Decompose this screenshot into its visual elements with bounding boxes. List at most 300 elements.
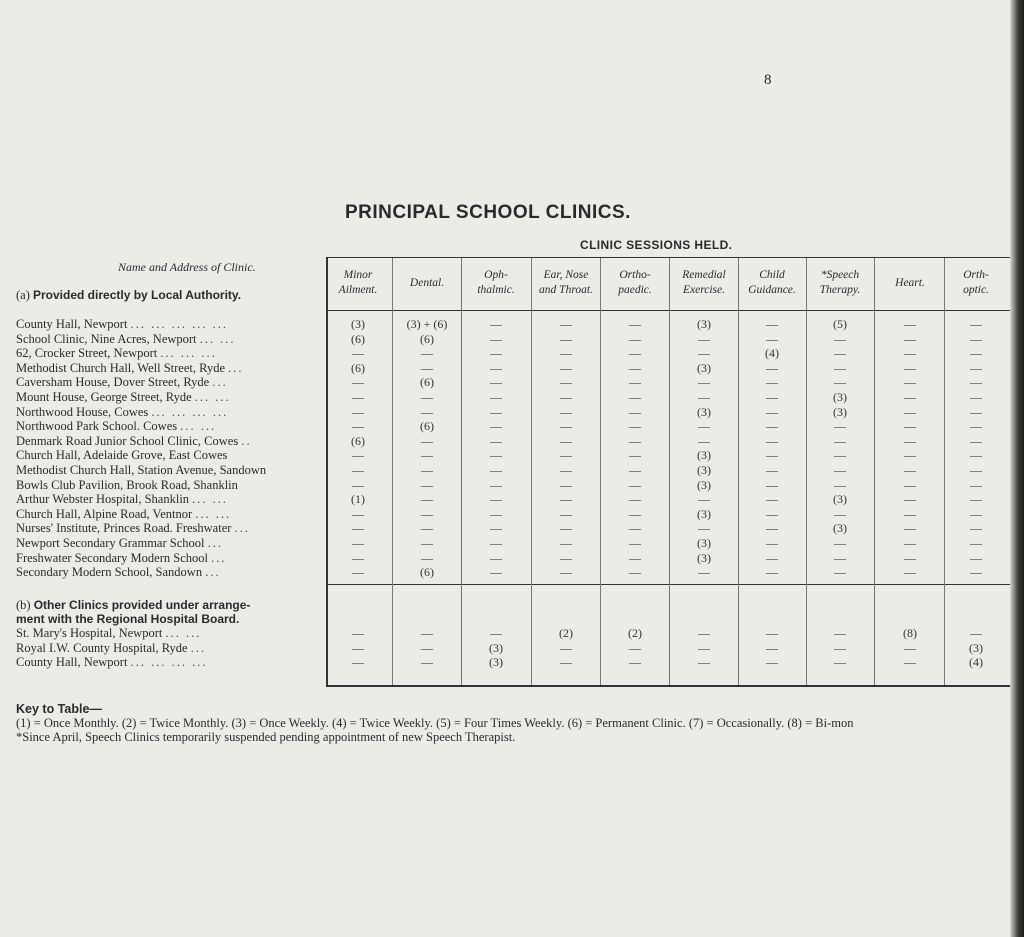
table-cell: — xyxy=(560,477,572,492)
table-cell: — xyxy=(560,404,572,419)
table-cell: — xyxy=(970,331,982,346)
table-bottom-rule xyxy=(326,685,1010,687)
table-cell: — xyxy=(352,640,364,655)
clinic-name-text: Nurses' Institute, Princes Road. Freshwater xyxy=(16,521,232,536)
table-cell: (3) xyxy=(969,640,983,655)
table-cell: — xyxy=(629,448,641,463)
table-cell: (6) xyxy=(351,360,365,375)
table-cell: — xyxy=(766,477,778,492)
table-cell: (6) xyxy=(351,433,365,448)
clinic-name-text: Church Hall, Adelaide Grove, East Cowes xyxy=(16,448,228,463)
clinic-row-name xyxy=(16,507,231,521)
table-cell: — xyxy=(970,506,982,521)
table-cell: — xyxy=(421,433,433,448)
table-cell: — xyxy=(834,433,846,448)
clinic-name-text: Mount House, George Street, Ryde xyxy=(16,390,192,404)
table-cell: — xyxy=(560,331,572,346)
table-cell: (8) xyxy=(903,626,917,640)
table-cell: — xyxy=(560,640,572,655)
table-cell: — xyxy=(698,565,710,580)
table-cell: — xyxy=(834,655,846,670)
table-cell: (3) xyxy=(697,506,711,521)
table-cell: — xyxy=(629,565,641,580)
table-cell: — xyxy=(904,536,916,550)
table-cell: — xyxy=(904,477,916,492)
table-cell: — xyxy=(904,565,916,580)
table-cell: — xyxy=(834,419,846,434)
column-header-line1: Heart. xyxy=(895,277,925,289)
leader-dots: ... ... ... xyxy=(160,346,217,361)
clinic-row-name xyxy=(16,626,201,640)
table-cell: (6) xyxy=(420,331,434,346)
clinic-row-name xyxy=(16,448,227,462)
page-number: 8 xyxy=(764,72,772,88)
column-header-line1: Ortho- xyxy=(619,269,651,281)
table-cell: — xyxy=(560,390,572,404)
table-cell: — xyxy=(766,463,778,477)
clinic-name-text: Newport Secondary Grammar School xyxy=(16,536,205,550)
table-cell: (3) xyxy=(697,404,711,419)
section-a-title: Provided directly by Local Authority. xyxy=(33,288,242,302)
table-cell: — xyxy=(834,346,846,361)
clinic-row-name xyxy=(16,655,207,669)
clinic-row-name xyxy=(16,390,231,404)
column-header-line1: Child xyxy=(759,269,785,281)
clinic-row-name xyxy=(16,478,238,492)
column-header xyxy=(532,268,600,298)
table-cell: — xyxy=(560,521,572,536)
table-cell: — xyxy=(970,626,982,640)
table-cell: — xyxy=(352,565,364,580)
table-cell: (3) xyxy=(697,477,711,492)
table-cell: — xyxy=(904,346,916,361)
table-cell: — xyxy=(904,521,916,536)
table-cell: — xyxy=(560,419,572,434)
table-cell: — xyxy=(560,506,572,521)
key-line-1: (1) = Once Monthly. (2) = Twice Monthly. (3) = Once Weekly. (4) = Twice Weekly. (5) = Four Times Weekly. (6) = Permanent Clinic. (7) = Occasionally. (8) = Bi-mon xyxy=(16,716,854,730)
table-cell: — xyxy=(352,404,364,419)
table-cell: — xyxy=(560,492,572,507)
table-cell: — xyxy=(421,463,433,477)
column-header xyxy=(393,276,461,291)
table-cell: — xyxy=(904,433,916,448)
column-header-line2: Exercise. xyxy=(682,284,726,296)
table-cell: — xyxy=(490,331,502,346)
clinic-row-name xyxy=(16,361,244,375)
column-header xyxy=(462,268,530,298)
leader-dots: ... ... xyxy=(192,492,229,507)
table-cell: — xyxy=(352,448,364,463)
table-cell: (3) xyxy=(351,317,365,331)
leader-dots: ... xyxy=(190,640,207,655)
table-cell: — xyxy=(970,550,982,565)
table-cell: — xyxy=(698,433,710,448)
clinic-row-name xyxy=(16,346,217,360)
table-cell: — xyxy=(970,492,982,507)
section-b-title-line2: ment with the Regional Hospital Board. xyxy=(16,612,240,626)
table-cell: — xyxy=(560,317,572,331)
table-cell: — xyxy=(560,463,572,477)
table-cell: — xyxy=(698,521,710,536)
table-cell: — xyxy=(970,565,982,580)
table-cell: (3) xyxy=(697,360,711,375)
column-header-line1: Remedial xyxy=(682,269,726,281)
table-cell: — xyxy=(629,655,641,670)
table-cell: — xyxy=(970,521,982,536)
table-cell: — xyxy=(766,536,778,550)
leader-dots: ... xyxy=(228,360,244,375)
table-cell: (2) xyxy=(559,626,573,640)
table-cell: — xyxy=(629,521,641,536)
leader-dots: ... ... xyxy=(165,626,202,640)
table-cell: — xyxy=(766,375,778,390)
table-cell: — xyxy=(698,655,710,670)
table-cell: (3) xyxy=(489,640,503,655)
table-cell: — xyxy=(698,390,710,404)
table-cell: — xyxy=(698,492,710,507)
table-cell: — xyxy=(490,390,502,404)
column-divider xyxy=(806,258,807,685)
table-cell: — xyxy=(490,536,502,550)
table-cell: — xyxy=(490,626,502,640)
column-header-line2: optic. xyxy=(963,284,989,296)
table-cell: — xyxy=(629,375,641,390)
table-cell: — xyxy=(421,492,433,507)
clinic-name-text: County Hall, Newport xyxy=(16,655,128,670)
table-cell: — xyxy=(560,360,572,375)
table-cell: — xyxy=(490,521,502,536)
table-left-rule xyxy=(326,257,328,687)
table-cell: — xyxy=(904,463,916,477)
table-cell: — xyxy=(834,626,846,640)
table-cell: — xyxy=(629,331,641,346)
table-cell: — xyxy=(421,655,433,670)
leader-dots: ... xyxy=(205,565,221,580)
table-cell: (6) xyxy=(351,331,365,346)
column-divider xyxy=(669,258,670,685)
column-header-line2: and Throat. xyxy=(539,284,593,296)
name-column-heading: Name and Address of Clinic. xyxy=(118,260,256,274)
clinic-name-text: Church Hall, Alpine Road, Ventnor xyxy=(16,506,193,521)
table-cell: (4) xyxy=(765,346,779,361)
table-cell: — xyxy=(629,317,641,331)
table-cell: — xyxy=(421,390,433,404)
table-header-rule xyxy=(326,310,1010,311)
table-cell: — xyxy=(904,655,916,670)
clinic-row-name xyxy=(16,565,221,579)
column-header-line1: *Speech xyxy=(820,269,860,281)
table-cell: — xyxy=(421,404,433,419)
table-cell: (3) + (6) xyxy=(406,317,448,331)
table-cell: — xyxy=(352,506,364,521)
key-heading: Key to Table— xyxy=(16,702,102,716)
leader-dots: ... xyxy=(211,550,227,565)
table-cell: (6) xyxy=(420,419,434,434)
column-header-line2: Ailment. xyxy=(338,284,378,296)
table-cell: — xyxy=(698,331,710,346)
table-cell: — xyxy=(766,655,778,670)
column-header-line2: Guidance. xyxy=(748,284,796,296)
table-cell: — xyxy=(629,506,641,521)
table-cell: — xyxy=(904,506,916,521)
column-header-line1: Orth- xyxy=(963,269,989,281)
table-cell: — xyxy=(834,565,846,580)
clinic-row-name xyxy=(16,551,226,565)
table-cell: — xyxy=(560,375,572,390)
table-cell: — xyxy=(560,346,572,361)
table-cell: — xyxy=(904,640,916,655)
clinic-name-text: 62, Crocker Street, Newport xyxy=(16,346,158,361)
table-cell: — xyxy=(970,317,982,331)
table-cell: — xyxy=(421,448,433,463)
section-a-label: (a) xyxy=(16,288,30,302)
table-cell: — xyxy=(352,375,364,390)
table-cell: — xyxy=(766,360,778,375)
leader-dots: ... ... xyxy=(180,419,217,434)
table-cell: — xyxy=(698,626,710,640)
table-cell: — xyxy=(834,477,846,492)
table-cell: — xyxy=(970,360,982,375)
table-cell: (3) xyxy=(833,390,847,404)
table-cell: — xyxy=(629,640,641,655)
table-cell: — xyxy=(560,448,572,463)
table-cell: — xyxy=(766,419,778,434)
column-header-line1: Ear, Nose xyxy=(543,269,589,281)
leader-dots: ... xyxy=(207,536,223,550)
clinic-name-text: School Clinic, Nine Acres, Newport xyxy=(16,331,197,346)
column-header-line2: paedic. xyxy=(618,284,652,296)
page-title: PRINCIPAL SCHOOL CLINICS. xyxy=(345,202,631,223)
table-cell: (6) xyxy=(420,375,434,390)
table-cell: — xyxy=(490,317,502,331)
table-cell: — xyxy=(490,419,502,434)
table-cell: (3) xyxy=(697,317,711,331)
table-cell: — xyxy=(352,521,364,536)
section-b-title-line1: Other Clinics provided under arrange- xyxy=(33,598,251,612)
table-cell: — xyxy=(560,565,572,580)
table-cell: — xyxy=(629,419,641,434)
table-cell: — xyxy=(766,390,778,404)
table-cell: — xyxy=(490,448,502,463)
table-cell: — xyxy=(421,506,433,521)
clinic-row-name xyxy=(16,434,252,448)
table-cell: — xyxy=(834,448,846,463)
leader-dots: ... ... xyxy=(195,506,232,521)
table-cell: — xyxy=(766,565,778,580)
column-header-line2: Therapy. xyxy=(819,284,861,296)
table-cell: — xyxy=(352,550,364,565)
table-cell: (6) xyxy=(420,565,434,580)
table-cell: — xyxy=(490,477,502,492)
clinic-name-text: Methodist Church Hall, Well Street, Ryde xyxy=(16,360,225,375)
table-cell: — xyxy=(970,404,982,419)
table-cell: — xyxy=(834,506,846,521)
table-cell: (2) xyxy=(628,626,642,640)
table-subtitle: CLINIC SESSIONS HELD. xyxy=(580,238,733,252)
table-cell: — xyxy=(834,463,846,477)
table-cell: — xyxy=(970,433,982,448)
clinic-name-text: Northwood House, Cowes xyxy=(16,404,149,419)
table-cell: — xyxy=(834,640,846,655)
table-cell: — xyxy=(834,360,846,375)
table-cell: — xyxy=(904,375,916,390)
table-cell: — xyxy=(766,626,778,640)
table-cell: — xyxy=(490,433,502,448)
table-cell: — xyxy=(352,626,364,640)
table-cell: (3) xyxy=(833,521,847,536)
clinic-name-text: Denmark Road Junior School Clinic, Cowes xyxy=(16,433,239,448)
table-cell: (3) xyxy=(697,448,711,463)
table-cell: — xyxy=(352,536,364,550)
column-header xyxy=(738,268,806,298)
table-cell: — xyxy=(970,477,982,492)
clinic-name-text: Methodist Church Hall, Station Avenue, Sandown xyxy=(16,463,267,477)
clinic-row-name xyxy=(16,641,206,655)
table-cell: — xyxy=(352,655,364,670)
table-cell: — xyxy=(421,346,433,361)
table-cell: — xyxy=(970,463,982,477)
clinic-row-name xyxy=(16,419,216,433)
table-cell: — xyxy=(352,390,364,404)
column-divider xyxy=(944,258,945,685)
table-cell: — xyxy=(766,550,778,565)
table-cell: — xyxy=(904,331,916,346)
table-cell: — xyxy=(766,506,778,521)
clinic-name-text: St. Mary's Hospital, Newport xyxy=(16,626,163,640)
clinic-row-name xyxy=(16,317,228,331)
table-cell: — xyxy=(490,565,502,580)
table-cell: — xyxy=(766,521,778,536)
clinic-row-name xyxy=(16,521,250,535)
table-cell: — xyxy=(352,419,364,434)
section-a-heading xyxy=(16,288,241,302)
table-cell: — xyxy=(766,331,778,346)
table-top-rule xyxy=(326,257,1010,258)
column-divider xyxy=(531,258,532,685)
section-b-heading xyxy=(16,598,250,626)
table-cell: — xyxy=(490,506,502,521)
column-header xyxy=(942,268,1010,298)
clinic-row-name xyxy=(16,405,228,419)
column-header-line1: Dental. xyxy=(409,277,445,289)
table-cell: (4) xyxy=(969,655,983,670)
column-header xyxy=(806,268,874,298)
column-header xyxy=(876,276,944,291)
table-cell: — xyxy=(970,346,982,361)
column-header-line2: thalmic. xyxy=(477,284,515,296)
table-cell: — xyxy=(421,536,433,550)
section-b-label: (b) xyxy=(16,598,31,612)
table-cell: — xyxy=(490,492,502,507)
table-cell: — xyxy=(766,404,778,419)
column-header-line1: Oph- xyxy=(484,269,508,281)
table-cell: — xyxy=(629,433,641,448)
table-cell: — xyxy=(421,550,433,565)
table-cell: — xyxy=(904,448,916,463)
table-cell: — xyxy=(490,346,502,361)
table-cell: — xyxy=(629,390,641,404)
table-cell: — xyxy=(421,521,433,536)
table-cell: — xyxy=(904,317,916,331)
table-cell: — xyxy=(904,550,916,565)
clinic-row-name xyxy=(16,332,236,346)
table-cell: — xyxy=(629,463,641,477)
leader-dots: ... ... ... ... xyxy=(130,655,208,670)
table-cell: — xyxy=(490,375,502,390)
clinic-name-text: Freshwater Secondary Modern School xyxy=(16,550,208,565)
clinic-row-name xyxy=(16,463,266,477)
leader-dots: ... ... xyxy=(194,390,231,404)
table-cell: — xyxy=(904,419,916,434)
table-cell: — xyxy=(766,448,778,463)
table-cell: — xyxy=(629,404,641,419)
table-cell: — xyxy=(970,375,982,390)
table-cell: — xyxy=(352,346,364,361)
table-cell: — xyxy=(904,492,916,507)
table-cell: — xyxy=(421,360,433,375)
table-cell: — xyxy=(352,463,364,477)
page-edge-shadow xyxy=(1010,0,1024,937)
table-cell: — xyxy=(970,390,982,404)
table-cell: (3) xyxy=(833,492,847,507)
table-cell: — xyxy=(421,626,433,640)
table-cell: — xyxy=(629,536,641,550)
clinic-name-text: Caversham House, Dover Street, Ryde xyxy=(16,375,210,390)
clinic-row-name xyxy=(16,492,228,506)
leader-dots: .. xyxy=(241,433,252,448)
table-cell: — xyxy=(421,640,433,655)
table-cell: — xyxy=(560,550,572,565)
table-cell: — xyxy=(560,655,572,670)
table-cell: — xyxy=(490,550,502,565)
column-header xyxy=(324,268,392,298)
key-line-2: *Since April, Speech Clinics temporarily suspended pending appointment of new Speech Therapist. xyxy=(16,730,516,744)
table-cell: — xyxy=(904,404,916,419)
table-cell: — xyxy=(834,550,846,565)
table-cell: — xyxy=(490,463,502,477)
table-cell: — xyxy=(970,536,982,550)
table-cell: — xyxy=(629,360,641,375)
clinic-row-name xyxy=(16,375,228,389)
clinic-name-text: Bowls Club Pavilion, Brook Road, Shanklin xyxy=(16,477,238,492)
table-cell: — xyxy=(970,448,982,463)
table-cell: (3) xyxy=(833,404,847,419)
leader-dots: ... ... ... ... xyxy=(151,404,229,419)
clinic-name-text: Secondary Modern School, Sandown xyxy=(16,565,203,580)
leader-dots: ... xyxy=(234,521,250,536)
clinic-row-name xyxy=(16,536,223,550)
table-cell: — xyxy=(352,477,364,492)
table-cell: — xyxy=(629,477,641,492)
column-divider xyxy=(874,258,875,685)
column-divider xyxy=(600,258,601,685)
table-cell: — xyxy=(698,346,710,361)
table-cell: — xyxy=(560,433,572,448)
table-cell: (3) xyxy=(489,655,503,670)
table-cell: — xyxy=(834,536,846,550)
table-section-rule xyxy=(326,584,1010,585)
column-header xyxy=(670,268,738,298)
table-cell: (3) xyxy=(697,550,711,565)
table-cell: — xyxy=(629,550,641,565)
leader-dots: ... ... ... ... ... xyxy=(130,317,228,331)
table-cell: (3) xyxy=(697,536,711,550)
leader-dots: ... ... xyxy=(199,331,236,346)
clinic-name-text: Arthur Webster Hospital, Shanklin xyxy=(16,492,190,507)
table-cell: — xyxy=(698,375,710,390)
table-cell: — xyxy=(904,360,916,375)
table-cell: — xyxy=(834,375,846,390)
